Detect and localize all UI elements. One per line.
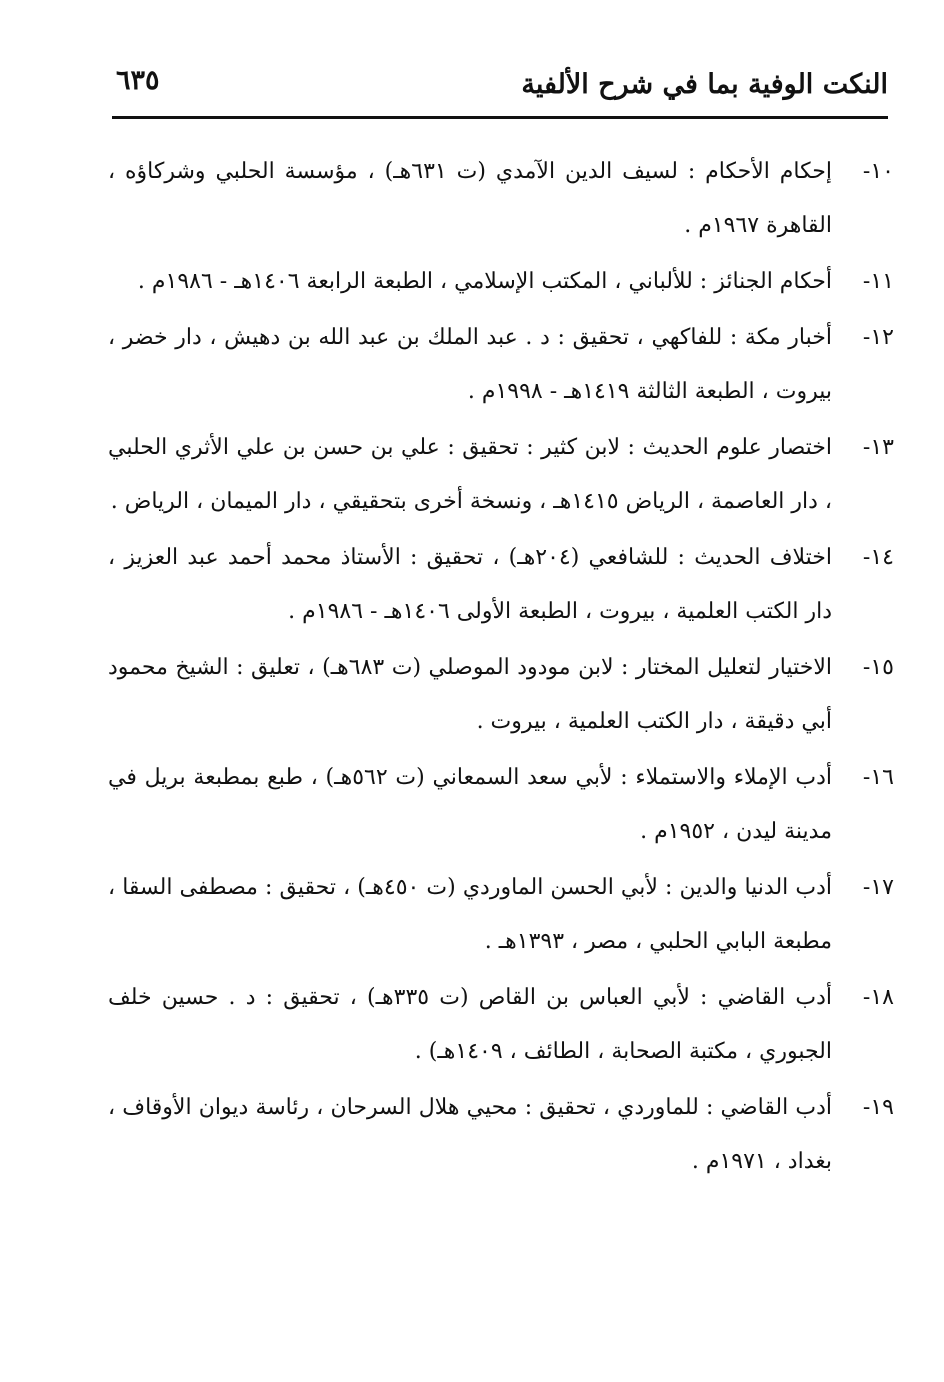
header-rule: [112, 116, 888, 119]
bibliography-entry-18: [108, 971, 894, 1079]
entry-number: ١٩-: [862, 1095, 894, 1120]
entry-text: أخبار مكة : للفاكهي ، تحقيق : د . عبد الملك بن عبد الله بن دهيش ، دار خضر ، بيروت ، الطبعة الثالثة ١٤١٩هـ - ١٩٩٨م .: [108, 325, 832, 404]
entry-text: أدب القاضي : لأبي العباس بن القاص (ت ٣٣٥هـ) ، تحقيق : د . حسين خلف الجبوري ، مكتبة الصحابة ، الطائف ، ١٤٠٩هـ) .: [108, 985, 833, 1064]
entry-text: أحكام الجنائز : للألباني ، المكتب الإسلامي ، الطبعة الرابعة ١٤٠٦هـ - ١٩٨٦م .: [137, 269, 832, 294]
entry-number: ١١-: [862, 269, 894, 294]
bibliography-entry-14: [108, 531, 894, 639]
entry-number: ١٥-: [862, 655, 894, 680]
page-header: [112, 58, 888, 114]
bibliography-entry-10: [108, 145, 894, 253]
entry-number: ١٦-: [862, 765, 894, 790]
bibliography-entry-11: [108, 255, 894, 309]
entry-number: ١٣-: [862, 435, 894, 460]
entry-text: أدب القاضي : للماوردي ، تحقيق : محيي هلال السرحان ، رئاسة ديوان الأوقاف ، بغداد ، ١٩٧١م .: [108, 1095, 832, 1174]
page-number: ٦٣٥: [116, 65, 160, 96]
entry-text: أدب الدنيا والدين : لأبي الحسن الماوردي (ت ٤٥٠هـ) ، تحقيق : مصطفى السقا ، مطبعة البابي الحلبي ، مصر ، ١٣٩٣هـ .: [108, 875, 832, 954]
bibliography-entry-19: [108, 1081, 894, 1189]
entry-number: ١٢-: [862, 325, 894, 350]
entry-text: إحكام الأحكام : لسيف الدين الآمدي (ت ٦٣١هـ) ، مؤسسة الحلبي وشركاؤه ، القاهرة ١٩٦٧م .: [108, 159, 832, 238]
bibliography-entry-16: [108, 751, 894, 859]
entry-text: اختصار علوم الحديث : لابن كثير : تحقيق : علي بن حسن بن علي الأثري الحلبي ، دار العاصمة ، الرياض ١٤١٥هـ ، ونسخة أخرى بتحقيقي ، دار الميمان ، الرياض .: [108, 435, 832, 514]
bibliography-entry-15: [108, 641, 894, 749]
running-title: النكت الوفية بما في شرح الألفية: [521, 69, 888, 100]
bibliography-entry-13: [108, 421, 894, 529]
entry-number: ١٠-: [862, 159, 894, 184]
entry-text: أدب الإملاء والاستملاء : لأبي سعد السمعاني (ت ٥٦٢هـ) ، طبع بمطبعة بريل في مدينة ليدن ، ١٩٥٢م .: [108, 765, 832, 844]
entry-number: ١٨-: [862, 985, 894, 1010]
entry-number: ١٧-: [862, 875, 894, 900]
entry-text: الاختيار لتعليل المختار : لابن مودود الموصلي (ت ٦٨٣هـ) ، تعليق : الشيخ محمود أبي دقيقة ، دار الكتب العلمية ، بيروت .: [108, 655, 832, 734]
bibliography-entry-12: [108, 311, 894, 419]
entry-number: ١٤-: [862, 545, 894, 570]
bibliography-list: [108, 145, 894, 1191]
bibliography-entry-17: [108, 861, 894, 969]
entry-text: اختلاف الحديث : للشافعي (٢٠٤هـ) ، تحقيق : الأستاذ محمد أحمد عبد العزيز ، دار الكتب العلمية ، بيروت ، الطبعة الأولى ١٤٠٦هـ - ١٩٨٦م .: [108, 545, 832, 624]
